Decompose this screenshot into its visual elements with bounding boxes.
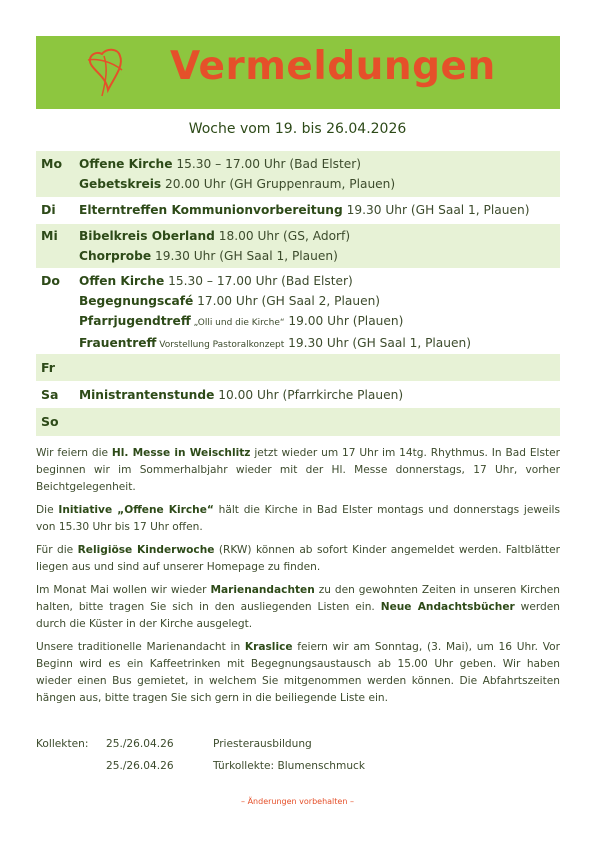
event-name: Frauentreff xyxy=(79,336,157,350)
event-detail: 15.30 – 17.00 Uhr (Bad Elster) xyxy=(164,274,353,288)
event-detail: 19.30 Uhr (GH Saal 1, Plauen) xyxy=(284,336,471,350)
announcement-paragraph xyxy=(36,502,560,536)
event-note: Vorstellung Pastoralkonzept xyxy=(156,340,285,350)
event-name: Begegnungscafé xyxy=(79,294,194,308)
text-run: Wir feiern die xyxy=(36,447,112,459)
collection-date: 25./26.04.26 xyxy=(106,738,174,750)
event-entry xyxy=(79,226,560,246)
event-entry xyxy=(79,385,560,405)
text-run: Für die xyxy=(36,544,78,556)
event-detail: 15.30 – 17.00 Uhr (Bad Elster) xyxy=(172,157,362,171)
event-entry xyxy=(79,174,560,194)
event-detail: 19.30 Uhr (GH Saal 1, Plauen) xyxy=(342,203,530,217)
highlight-text: Hl. Messe in Weischlitz xyxy=(111,447,251,459)
weekly-schedule xyxy=(36,151,560,436)
event-entry xyxy=(79,271,560,291)
event-name: Gebetskreis xyxy=(79,177,162,191)
event-detail: 18.00 Uhr (GS, Adorf) xyxy=(214,229,351,243)
schedule-row-sunday xyxy=(36,408,560,436)
event-entry xyxy=(79,291,560,311)
schedule-row-wednesday xyxy=(36,224,560,268)
header-banner xyxy=(36,36,560,109)
text-run: werden durch die Küster in der Kirche ausgelegt. xyxy=(36,601,560,630)
text-run: hält die Kirche in Bad Elster montags und donnerstags jeweils von 15.30 Uhr bis 17 Uhr offen. xyxy=(36,504,560,533)
announcement-paragraph xyxy=(36,445,560,496)
text-run: (RKW) können ab sofort Kinder angemeldet werden. Faltblätter liegen aus und sind auf unserer Homepage zu finden. xyxy=(36,544,560,573)
event-entry xyxy=(79,246,560,266)
event-entry xyxy=(79,333,560,355)
text-run: Unsere traditionelle Marienandacht in xyxy=(36,641,245,653)
text-run: jetzt wieder um 17 Uhr im 14tg. Rhythmus. In Bad Elster beginnen wir im Sommerhalbjahr wieder mit der Hl. Messe donnerstags, 17 Uhr, vorher Beichtgelegenheit. xyxy=(36,447,561,493)
event-detail: 20.00 Uhr (GH Gruppenraum, Plauen) xyxy=(161,177,396,191)
event-entry xyxy=(79,154,560,174)
day-label: So xyxy=(41,414,59,429)
collection-purpose: Türkollekte: Blumenschmuck xyxy=(213,760,365,772)
schedule-row-saturday xyxy=(36,381,560,408)
event-detail: 10.00 Uhr (Pfarrkirche Plauen) xyxy=(214,388,404,402)
schedule-row-friday xyxy=(36,354,560,381)
event-entry xyxy=(79,200,560,220)
day-label: Sa xyxy=(41,387,59,402)
event-detail: 17.00 Uhr (GH Saal 2, Plauen) xyxy=(193,294,381,308)
event-detail: 19.00 Uhr (Plauen) xyxy=(284,314,404,328)
collection-purpose: Priesterausbildung xyxy=(213,738,312,750)
parish-logo-icon xyxy=(84,44,136,100)
highlight-text: Initiative „Offene Kirche“ xyxy=(58,504,214,516)
collections-label: Kollekten: xyxy=(36,738,89,750)
footer-note: – Änderungen vorbehalten – xyxy=(241,797,354,806)
event-detail: 19.30 Uhr (GH Saal 1, Plauen) xyxy=(151,249,338,263)
event-entry xyxy=(79,311,560,333)
day-label: Do xyxy=(41,273,60,288)
highlight-text: Neue Andachtsbücher xyxy=(380,601,515,613)
event-name: Bibelkreis Oberland xyxy=(79,229,215,243)
text-run: Die xyxy=(36,504,59,516)
day-label: Fr xyxy=(41,360,55,375)
announcement-paragraph xyxy=(36,639,560,707)
announcements xyxy=(36,445,560,713)
highlight-text: Kraslice xyxy=(244,641,293,653)
event-name: Offene Kirche xyxy=(79,157,173,171)
announcement-paragraph xyxy=(36,542,560,576)
event-name: Pfarrjugendtreff xyxy=(79,314,191,328)
text-run: zu den gewohnten Zeiten in unseren Kirchen halten, bitte tragen Sie sich in den ausliegenden Listen ein. xyxy=(36,584,561,613)
schedule-row-tuesday xyxy=(36,197,560,224)
schedule-row-monday xyxy=(36,151,560,197)
event-name: Offen Kirche xyxy=(79,274,165,288)
event-name: Ministrantenstunde xyxy=(79,388,215,402)
collection-date: 25./26.04.26 xyxy=(106,760,174,772)
event-name: Chorprobe xyxy=(79,249,152,263)
page-title: Vermeldungen xyxy=(170,44,496,89)
day-label: Mi xyxy=(41,228,58,243)
week-label: Woche vom 19. bis 26.04.2026 xyxy=(188,121,407,137)
highlight-text: Religiöse Kinderwoche xyxy=(77,544,215,556)
event-name: Elterntreffen Kommunionvorbereitung xyxy=(79,203,343,217)
highlight-text: Marienandachten xyxy=(210,584,315,596)
schedule-row-thursday xyxy=(36,268,560,354)
text-run: Im Monat Mai wollen wir wieder xyxy=(36,584,211,596)
day-label: Mo xyxy=(41,156,63,171)
day-label: Di xyxy=(41,202,56,217)
text-run: feiern wir am Sonntag, (3. Mai), um 16 Uhr. Vor Beginn wird es ein Kaffeetrinken mit Begegnungsaustausch ab 15.00 Uhr geben. Wir haben wieder einen Bus gemietet, in welchem Sie mitgenommen werden können. Die Abfahrtszeiten hängen aus, bitte tragen Sie sich gern in die beiliegende Liste ein. xyxy=(36,641,560,704)
event-note: „Olli und die Kirche“ xyxy=(190,318,285,328)
announcement-paragraph xyxy=(36,582,560,633)
